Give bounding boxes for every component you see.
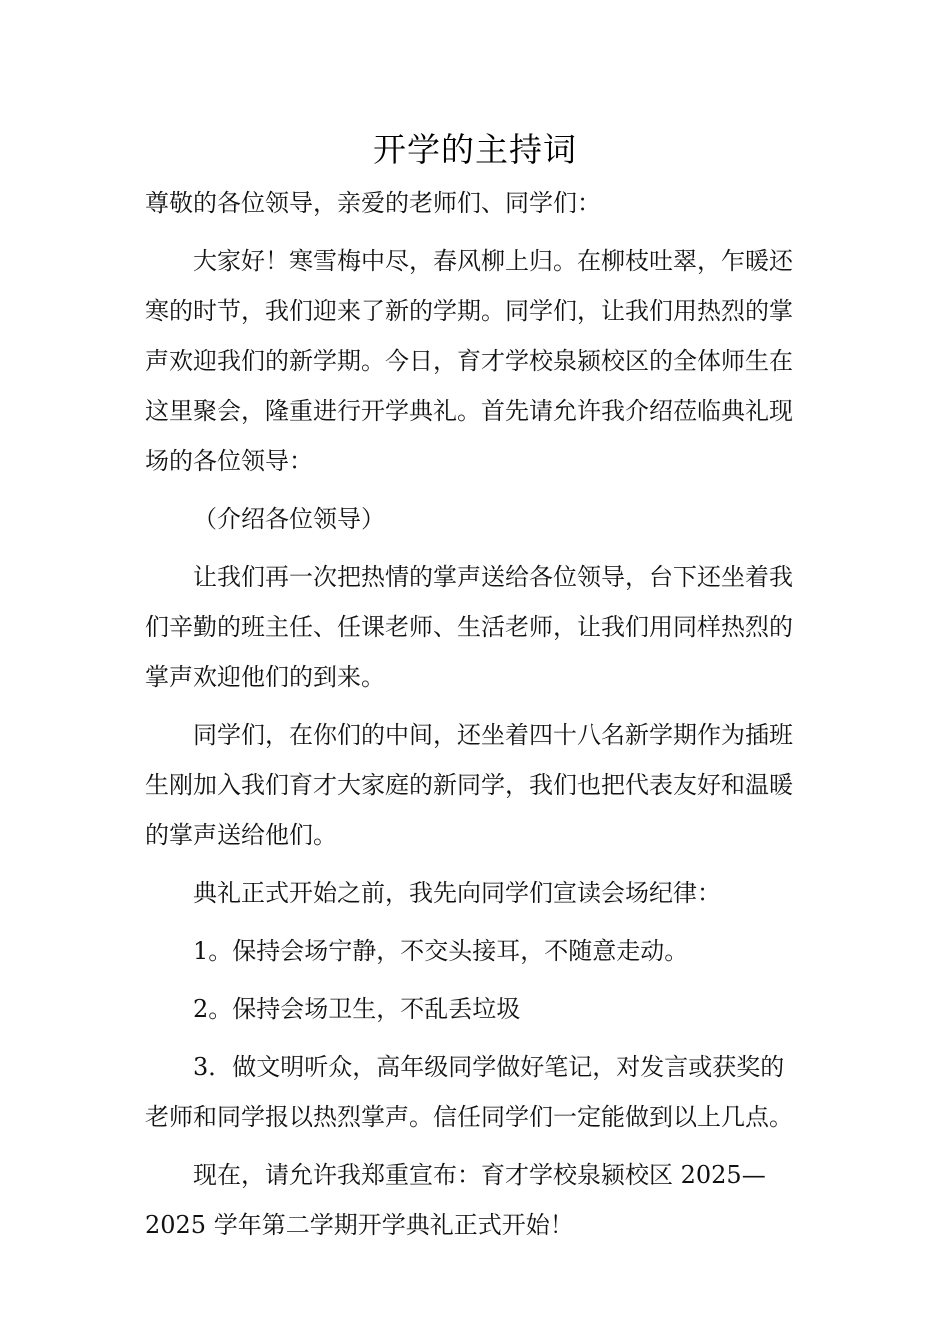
- paragraph-discipline-intro: 典礼正式开始之前，我先向同学们宣读会场纪律：: [193, 879, 721, 907]
- document-body: [145, 178, 807, 1250]
- document-title: 开学的主持词: [373, 130, 577, 169]
- salutation: 尊敬的各位领导，亲爱的老师们、同学们：: [145, 189, 601, 217]
- rule-item-3: 3．做文明听众，高年级同学做好笔记，对发言或获奖的老师和同学报以热烈掌声。信任同学们一定能做到以上几点。: [145, 1053, 793, 1131]
- paragraph-greeting: 大家好！寒雪梅中尽，春风柳上归。在柳枝吐翠，乍暖还寒的时节，我们迎来了新的学期。同学们，让我们用热烈的掌声欢迎我们的新学期。今日，育才学校泉颍校区的全体师生在这里聚会，隆重进行开学典礼。首先请允许我介绍莅临典礼现场的各位领导：: [145, 247, 793, 475]
- paragraph-new-students: 同学们，在你们的中间，还坐着四十八名新学期作为插班生刚加入我们育才大家庭的新同学，我们也把代表友好和温暖的掌声送给他们。: [145, 721, 793, 849]
- paragraph-applause-teachers: 让我们再一次把热情的掌声送给各位领导，台下还坐着我们辛勤的班主任、任课老师、生活老师，让我们用同样热烈的掌声欢迎他们的到来。: [145, 563, 793, 691]
- rule-item-1: 1。保持会场宁静，不交头接耳，不随意走动。: [193, 937, 689, 965]
- paragraph-announcement: 现在，请允许我郑重宣布：育才学校泉颍校区 2025—2025 学年第二学期开学典礼正式开始！: [145, 1161, 766, 1239]
- paragraph-introduce-leaders: （介绍各位领导）: [193, 505, 385, 533]
- rule-item-2: 2。保持会场卫生，不乱丢垃圾: [193, 995, 521, 1023]
